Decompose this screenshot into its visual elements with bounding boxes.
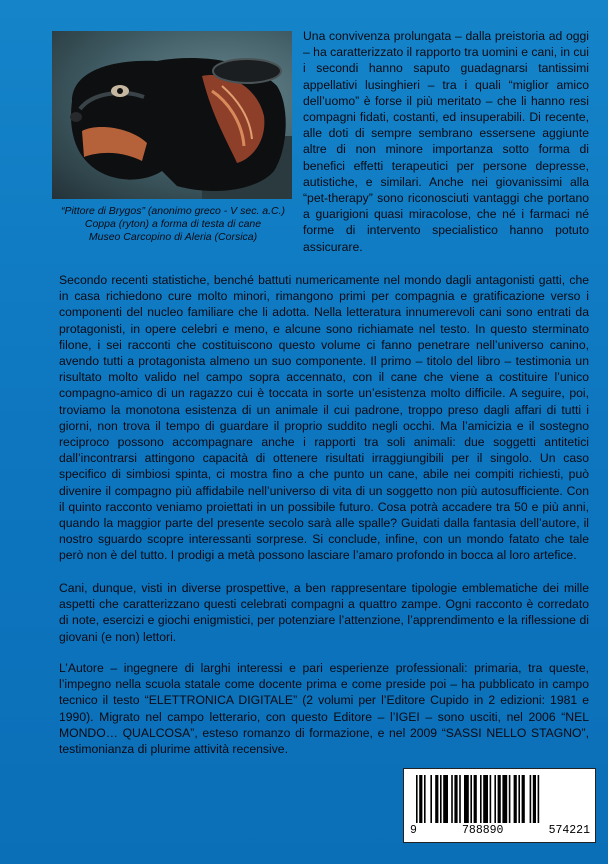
isbn-group-2: 574221	[548, 824, 590, 837]
barcode-bars	[416, 775, 584, 823]
isbn-digits	[410, 824, 590, 837]
caption-line-1: “Pittore di Brygos” (anonimo greco - V sec. a.C.)	[60, 205, 286, 217]
summary-paragraph: Cani, dunque, visti in diverse prospettive, a ben rappresentare tipologie emblematiche dei mille aspetti che caratterizzano questi celebrati compagni a quattro zampe. Ogni racconto è corredato di note, esercizi e giochi enigmistici, per potenziare l’attenzione, l’apprendimento e la riflessione di giovani (e non) lettori.	[59, 581, 589, 644]
photo-caption	[50, 205, 296, 244]
isbn-prefix: 9	[410, 824, 417, 837]
isbn-group-1: 788890	[462, 824, 504, 837]
caption-line-3: Museo Carcopino di Aleria (Corsica)	[88, 231, 258, 243]
dog-head-cup-photo	[52, 31, 292, 199]
isbn-barcode	[403, 768, 596, 843]
caption-line-2: Coppa (ryton) a forma di testa di cane	[84, 218, 262, 230]
author-bio: L’Autore – ingegnere di larghi interessi e pari esperienze professionali: primaria, tra queste, l’impegno nella scuola statale come docente prima e come preside poi – ha pubblicato in campo tecnico il testo “ELETTRONICA DIGITALE” (2 volumi per l’Editore Cupido in 2 edizioni: 1981 e 1990). Migrato nel campo letterario, con questo Editore – l’IGEI – sono usciti, nel 2006 “NEL MONDO… QUALCOSA”, esteso romanzo di formazione, e nel 2009 “SASSI NELLO STAGNO”, testimonianza di plurime attività recensive.	[59, 661, 589, 757]
stories-paragraph: Secondo recenti statistiche, benché battuti numericamente nel mondo dagli antagonisti gatti, che in casa richiedono cure molto minori, rimangono primi per compagnia e gratificazione verso i componenti del nucleo familiare che li adotta. Nella letteratura innumerevoli cani sono entrati da protagonisti, in opere celebri e meno, e alcune sono richiamate nel testo. In questo sterminato filone, i sei racconti che costituiscono questo volume ci fanno penetrare nell’universo canino, avendo tutti a protagonista almeno un suo componente. Il primo – titolo del libro – testimonia un risultato molto valido nel campo sopra accennato, con il cane che viene a costituire l’unico compagno-amico di un ragazzo cui è toccata in sorte un’esistenza molto difficile. A seguire, poi, troviamo la monotona esistenza di un animale il cui padrone, troppo preso dagli affari di tutti i giorni, non trova il tempo di guardare il proprio suddito negli occhi. Ma l’amicizia e il sostegno reciproco possono accompagnare anche i rapporti tra soli animali: due soggetti antitetici dall’incontrarsi attingono capacità di ottenere risultati irraggiungibili per il singolo. Un caso specifico di simbiosi spinta, ci mostra fino a che punto un cane, abile nei compiti richiesti, può divenire il compagno più affidabile nell’universo di vita di un soggetto non più autosufficiente. Con il quinto racconto veniamo proiettati in un possibile futuro. Cosa potrà accadere tra 50 e più anni, quando la maggior parte del presente secolo sarà alle spalle? Guidati dalla fantasia dell’autore, il nostro sguardo scopre interessanti sorprese. Si conclude, infine, con un mondo fatato che tale però non è del tutto. I prodigi a metà possono lasciare l’amaro profondo in bocca al loro artefice.	[59, 273, 589, 563]
intro-paragraph: Una convivenza prolungata – dalla preistoria ad oggi – ha caratterizzato il rapporto tra uomini e cani, in cui i secondi hanno saputo guadagnarsi tantissimi appellativi lusinghieri – tra i quali “miglior amico dell’uomo” è forse il più meritato – che li hanno resi compagni fidati, costanti, ed insuperabili. Di recente, alle doti di sempre sembrano essersene aggiunte altre di non minore importanza sotto forma di benefici effetti terapeutici per persone depresse, autistiche, e similari. Anche nei giovanissimi alla “pet-therapy” sono riconosciuti vantaggi che portano a guarigioni quasi miracolose, che né i farmaci né forme di intervento specialistico hanno potuto assicurare.	[303, 29, 589, 254]
